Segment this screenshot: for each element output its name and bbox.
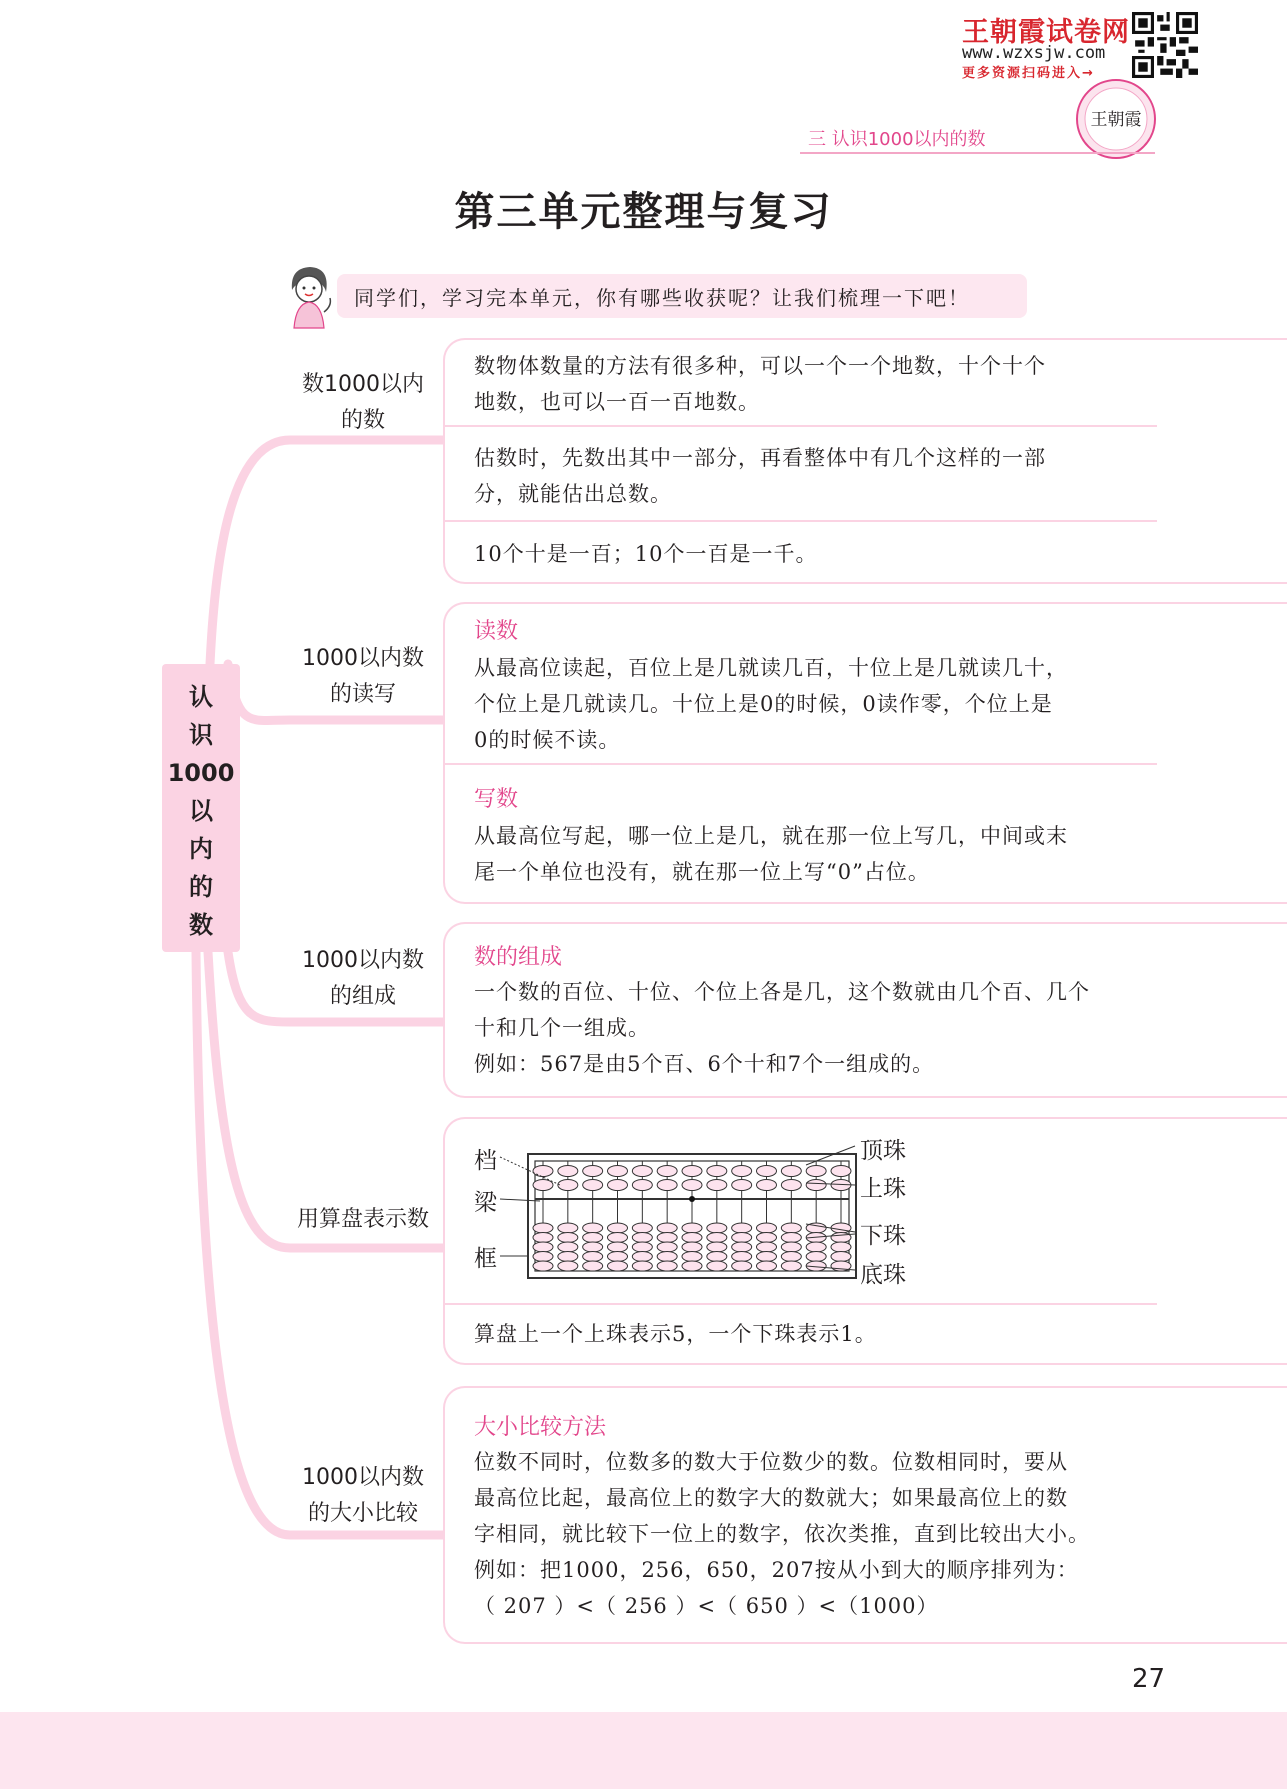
section-label-compose: 1000以内数 的组成 bbox=[302, 948, 424, 1009]
abacus-label-bottom-bead: 底珠 bbox=[860, 1262, 906, 1288]
abacus-lower-bead bbox=[558, 1261, 578, 1271]
abacus-lower-bead bbox=[781, 1223, 801, 1233]
section-label-compare: 1000以内数 的大小比较 bbox=[302, 1465, 424, 1526]
abacus-lower-bead bbox=[632, 1242, 652, 1252]
abacus-lower-bead bbox=[781, 1233, 801, 1243]
abacus-lower-bead bbox=[533, 1242, 553, 1252]
abacus-lower-bead bbox=[781, 1252, 801, 1262]
page-title: 第三单元整理与复习 bbox=[454, 189, 833, 235]
abacus-lower-bead bbox=[732, 1242, 752, 1252]
write-heading: 写数 bbox=[474, 787, 519, 812]
abacus-upper-bead bbox=[583, 1180, 603, 1191]
abacus-lower-bead bbox=[657, 1261, 677, 1271]
section-label-readwrite: 1000以内数 的读写 bbox=[302, 646, 424, 707]
abacus-lower-bead bbox=[632, 1261, 652, 1271]
compare-text: 位数不同时，位数多的数大于位数少的数。位数相同时，要从 最高位比起，最高位上的数字大的数就大；如果最高位上的数 字相同，就比较下一位上的数字，依次类推，直到比较出大小。 例如：把1000，256，650，207按从小到大的顺序排列为： （ 207 ）<（ 256 ）<（ 650 ）<（1000） bbox=[474, 1450, 1090, 1618]
abacus-lower-bead bbox=[583, 1252, 603, 1262]
abacus-lower-bead bbox=[732, 1252, 752, 1262]
abacus-lower-bead bbox=[657, 1252, 677, 1262]
abacus-lower-bead bbox=[707, 1233, 727, 1243]
abacus-lower-bead bbox=[608, 1233, 628, 1243]
abacus-label-frame: 框 bbox=[474, 1246, 497, 1272]
abacus-lower-bead bbox=[781, 1242, 801, 1252]
brand-name: 王朝霞试卷网 bbox=[962, 17, 1130, 48]
abacus-lower-bead bbox=[533, 1252, 553, 1262]
abacus-upper-bead bbox=[806, 1166, 826, 1177]
abacus-lower-bead bbox=[608, 1261, 628, 1271]
abacus-lower-bead bbox=[707, 1261, 727, 1271]
count-item-3: 10个十是一百；10个一百是一千。 bbox=[474, 542, 818, 566]
count-item-2: 估数时，先数出其中一部分，再看整体中有几个这样的一部 分，就能估出总数。 bbox=[474, 446, 1046, 506]
abacus-upper-bead bbox=[608, 1166, 628, 1177]
abacus-upper-bead bbox=[657, 1180, 677, 1191]
abacus-lower-bead bbox=[831, 1233, 851, 1243]
abacus-upper-bead bbox=[632, 1166, 652, 1177]
abacus-lower-bead bbox=[757, 1223, 777, 1233]
abacus-lower-bead bbox=[558, 1233, 578, 1243]
abacus-lower-bead bbox=[757, 1233, 777, 1243]
abacus-lower-bead bbox=[682, 1223, 702, 1233]
section-label-count: 数1000以内 的数 bbox=[302, 372, 424, 433]
abacus-upper-bead bbox=[533, 1166, 553, 1177]
abacus-upper-bead bbox=[781, 1166, 801, 1177]
abacus-label-rod: 档 bbox=[474, 1148, 497, 1174]
abacus-lower-bead bbox=[831, 1242, 851, 1252]
abacus-upper-bead bbox=[757, 1166, 777, 1177]
abacus-upper-bead bbox=[707, 1180, 727, 1191]
abacus-upper-bead bbox=[732, 1180, 752, 1191]
abacus-leader-top-bead bbox=[806, 1146, 855, 1165]
abacus-lower-bead bbox=[632, 1223, 652, 1233]
abacus-lower-bead bbox=[732, 1223, 752, 1233]
abacus-upper-bead bbox=[533, 1180, 553, 1191]
abacus-upper-bead bbox=[632, 1180, 652, 1191]
abacus-lower-bead bbox=[583, 1233, 603, 1243]
abacus-unit-dot bbox=[689, 1196, 695, 1202]
abacus-lower-bead bbox=[757, 1242, 777, 1252]
intro-text: 同学们，学习完本单元，你有哪些收获呢？让我们梳理一下吧！ bbox=[354, 286, 970, 310]
abacus-lower-bead bbox=[533, 1233, 553, 1243]
count-item-1: 数物体数量的方法有很多种，可以一个一个地数，十个十个 地数，也可以一百一百地数。 bbox=[474, 354, 1046, 414]
abacus-upper-bead bbox=[707, 1166, 727, 1177]
abacus-lower-bead bbox=[806, 1242, 826, 1252]
abacus-lower-bead bbox=[781, 1261, 801, 1271]
abacus-lower-bead bbox=[632, 1233, 652, 1243]
abacus-lower-bead bbox=[732, 1261, 752, 1271]
abacus-lower-bead bbox=[707, 1242, 727, 1252]
abacus-lower-bead bbox=[757, 1252, 777, 1262]
abacus-lower-bead bbox=[682, 1261, 702, 1271]
abacus-lower-bead bbox=[831, 1223, 851, 1233]
abacus-lower-bead bbox=[558, 1223, 578, 1233]
abacus-lower-bead bbox=[707, 1223, 727, 1233]
seal-text: 王朝霞 bbox=[1090, 110, 1142, 130]
abacus-lower-bead bbox=[558, 1252, 578, 1262]
abacus-upper-bead bbox=[558, 1180, 578, 1191]
abacus-upper-bead bbox=[608, 1180, 628, 1191]
abacus-lower-bead bbox=[707, 1252, 727, 1262]
write-text: 从最高位写起，哪一位上是几，就在那一位上写几，中间或末 尾一个单位也没有，就在那一位上写“0”占位。 bbox=[474, 824, 1068, 884]
abacus-lower-bead bbox=[583, 1223, 603, 1233]
abacus-lower-bead bbox=[682, 1242, 702, 1252]
abacus-lower-bead bbox=[657, 1233, 677, 1243]
abacus-upper-bead bbox=[558, 1166, 578, 1177]
abacus-lower-bead bbox=[608, 1223, 628, 1233]
read-heading: 读数 bbox=[474, 619, 519, 644]
abacus-lower-bead bbox=[608, 1242, 628, 1252]
abacus-lower-bead bbox=[757, 1261, 777, 1271]
abacus-label-upper-bead: 上珠 bbox=[860, 1176, 906, 1202]
page-number: 27 bbox=[1132, 1664, 1166, 1694]
brand-tagline: 更多资源扫码进入→ bbox=[962, 66, 1095, 81]
abacus-lower-bead bbox=[583, 1242, 603, 1252]
abacus-upper-bead bbox=[732, 1166, 752, 1177]
compose-heading: 数的组成 bbox=[474, 945, 563, 970]
abacus-upper-bead bbox=[831, 1166, 851, 1177]
abacus-upper-bead bbox=[583, 1166, 603, 1177]
footer-band bbox=[0, 1712, 1287, 1789]
compare-heading: 大小比较方法 bbox=[474, 1415, 607, 1440]
abacus-upper-bead bbox=[806, 1180, 826, 1191]
abacus-text: 算盘上一个上珠表示5，一个下珠表示1。 bbox=[474, 1322, 877, 1346]
abacus-lower-bead bbox=[533, 1223, 553, 1233]
abacus-lower-bead bbox=[732, 1233, 752, 1243]
abacus-upper-bead bbox=[781, 1180, 801, 1191]
abacus-lower-bead bbox=[657, 1242, 677, 1252]
abacus-lower-bead bbox=[806, 1252, 826, 1262]
section-label-abacus: 用算盘表示数 bbox=[296, 1207, 429, 1232]
abacus-upper-bead bbox=[682, 1166, 702, 1177]
abacus-lower-bead bbox=[533, 1261, 553, 1271]
abacus-lower-bead bbox=[831, 1252, 851, 1262]
abacus-lower-bead bbox=[632, 1252, 652, 1262]
abacus-lower-bead bbox=[682, 1252, 702, 1262]
abacus-label-beam: 梁 bbox=[474, 1190, 497, 1216]
abacus-upper-bead bbox=[657, 1166, 677, 1177]
compose-text: 一个数的百位、十位、个位上各是几，这个数就由几个百、几个 十和几个一组成。 例如：567是由5个百、6个十和7个一组成的。 bbox=[474, 980, 1090, 1076]
read-text: 从最高位读起，百位上是几就读几百，十位上是几就读几十， 个位上是几就读几。十位上是0的时候，0读作零，个位上是 0的时候不读。 bbox=[474, 656, 1068, 752]
abacus-upper-bead bbox=[757, 1180, 777, 1191]
chapter-label: 三 认识1000以内的数 bbox=[808, 129, 986, 150]
abacus-label-top-bead: 顶珠 bbox=[860, 1138, 906, 1164]
abacus-lower-bead bbox=[558, 1242, 578, 1252]
abacus-leader-beam bbox=[500, 1199, 540, 1201]
main-topic-label: 认 识 1000 以 内 的 数 bbox=[167, 683, 235, 939]
abacus-lower-bead bbox=[682, 1233, 702, 1243]
abacus-lower-bead bbox=[608, 1252, 628, 1262]
abacus-lower-bead bbox=[657, 1223, 677, 1233]
abacus-lower-bead bbox=[583, 1261, 603, 1271]
abacus-label-lower-bead: 下珠 bbox=[860, 1223, 906, 1249]
abacus-upper-bead bbox=[682, 1180, 702, 1191]
brand-url[interactable]: www.wzxsjw.com bbox=[962, 43, 1106, 63]
